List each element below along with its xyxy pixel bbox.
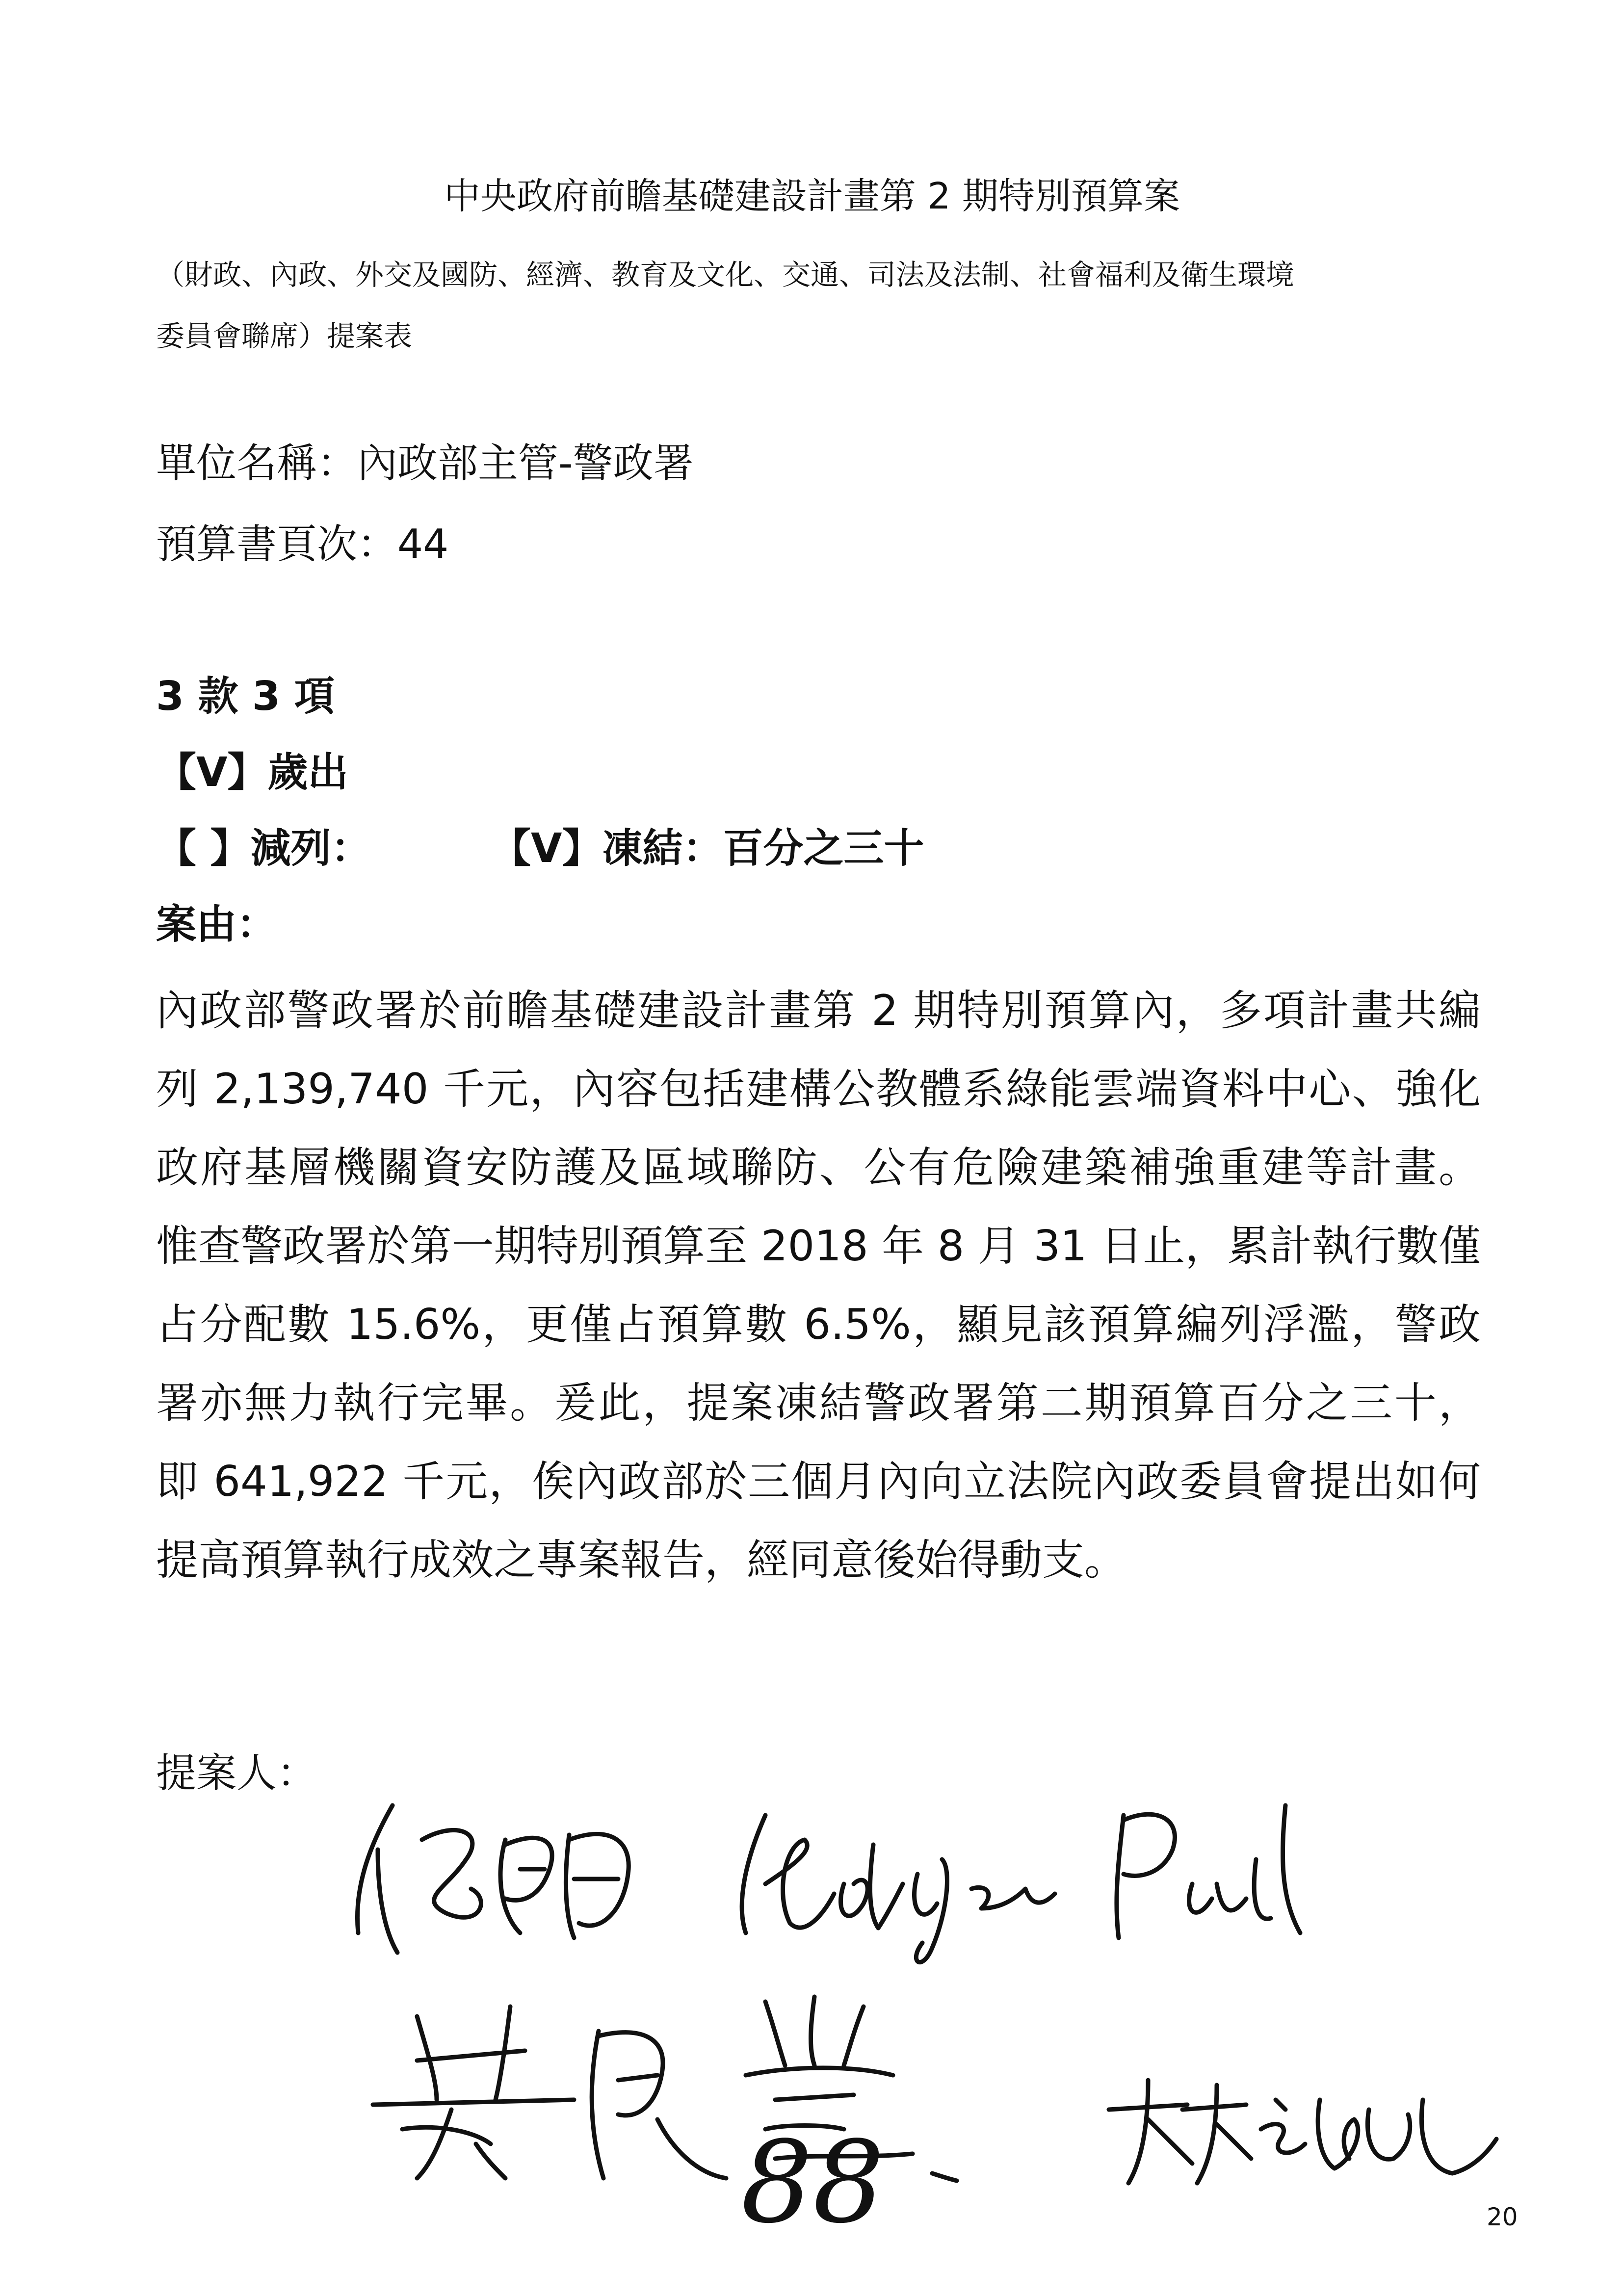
proposer-signatures: [343, 1786, 1521, 2257]
budget-page-number: 預算書頁次：44: [156, 521, 449, 568]
reason-line-5: 占分配數 15.6%，更僅占預算數 6.5%，顯見該預算編列浮濫，警政: [156, 1300, 1481, 1349]
reason-line-3: 政府基層機關資安防護及區域聯防、公有危險建築補強重建等計畫。: [156, 1143, 1481, 1192]
signature-1: [357, 1805, 629, 1953]
section-heading: 3 款 3 項: [156, 673, 335, 720]
handwritten-stamp-number: 88: [741, 2117, 885, 2248]
reason-line-4: 惟查警政署於第一期特別預算至 2018 年 8 月 31 日止，累計執行數僅: [156, 1222, 1481, 1271]
signature-2: [742, 1805, 1300, 1962]
reason-label: 案由：: [156, 901, 277, 948]
reduction-checkbox: 【 】減列：: [156, 825, 371, 872]
freeze-checkbox: 【V】凍結：百分之三十: [491, 825, 924, 872]
proposer-label: 提案人：: [156, 1750, 317, 1797]
expenditure-checkbox: 【V】歲出: [156, 749, 348, 796]
page-number: 20: [1487, 2203, 1518, 2231]
committee-subtitle-line-2: 委員會聯席）提案表: [156, 319, 413, 353]
reason-line-1: 內政部警政署於前瞻基礎建設計畫第 2 期特別預算內，多項計畫共編: [156, 986, 1481, 1035]
reason-line-7: 即 641,922 千元，俟內政部於三個月內向立法院內政委員會提出如何: [156, 1457, 1481, 1506]
reason-line-6: 署亦無力執行完畢。爰此，提案凍結警政署第二期預算百分之三十，: [156, 1379, 1481, 1428]
committee-subtitle-line-1: （財政、內政、外交及國防、經濟、教育及文化、交通、司法及法制、社會福利及衛生環境: [156, 258, 1295, 291]
reason-line-8: 提高預算執行成效之專案報告，經同意後始得動支。: [156, 1536, 1126, 1585]
unit-name: 單位名稱：內政部主管-警政署: [156, 440, 694, 487]
signature-4: [1109, 2080, 1496, 2183]
document-title: 中央政府前瞻基礎建設計畫第 2 期特別預算案: [444, 175, 1180, 217]
reason-line-2: 列 2,139,740 千元，內容包括建構公教體系綠能雲端資料中心、強化: [156, 1065, 1481, 1114]
